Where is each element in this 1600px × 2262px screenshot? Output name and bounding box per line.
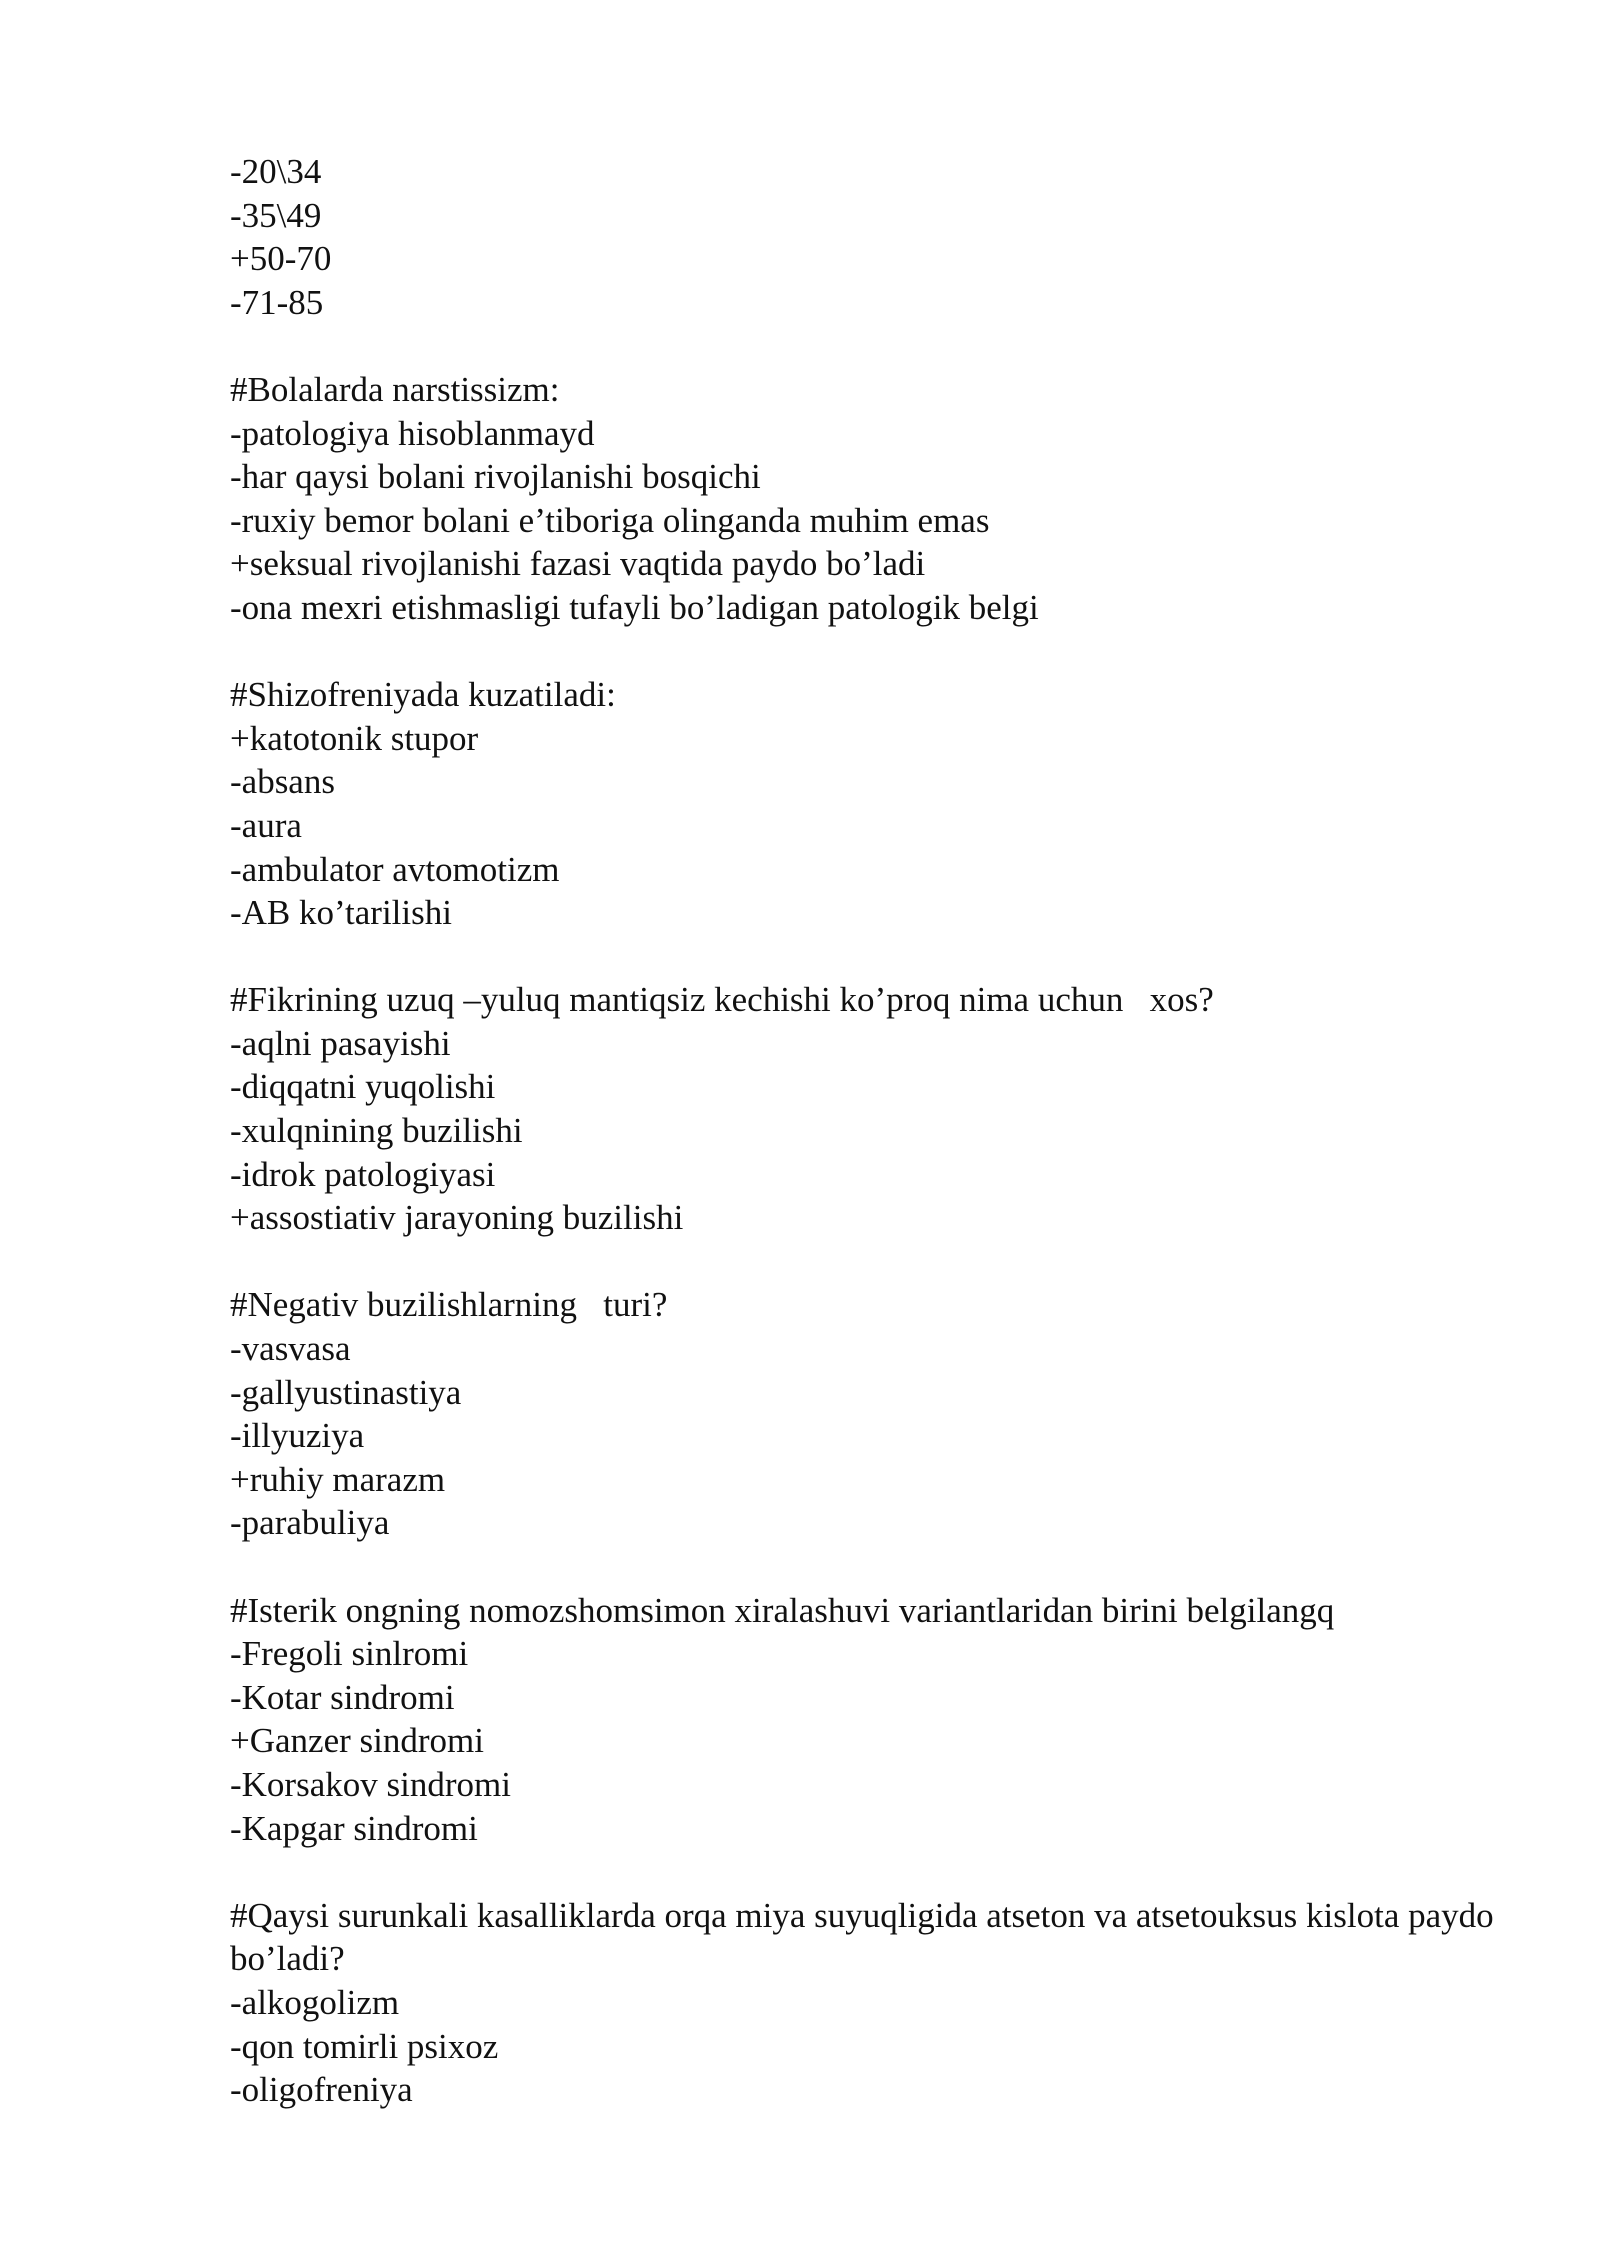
- question-text: #Shizofreniyada kuzatiladi:: [230, 675, 616, 715]
- answer-option: -illyuziya: [230, 1416, 365, 1456]
- answer-option: -71-85: [230, 282, 324, 322]
- document-page: [230, 150, 1530, 2155]
- answer-option: -Korsakov sindromi: [230, 1764, 511, 1804]
- answer-option: -diqqatni yuqolishi: [230, 1067, 496, 1107]
- answer-option: -oligofreniya: [230, 2070, 413, 2110]
- answer-option: -vasvasa: [230, 1329, 351, 1369]
- answer-option: -aura: [230, 805, 302, 845]
- answer-option-correct: +assostiativ jarayoning buzilishi: [230, 1198, 684, 1238]
- answer-option: -idrok patologiyasi: [230, 1154, 496, 1194]
- answer-option: -20\34: [230, 152, 322, 191]
- answer-option: -absans: [230, 762, 335, 802]
- answer-option-correct: +Ganzer sindromi: [230, 1721, 484, 1761]
- answer-option: -AB ko’tarilishi: [230, 893, 452, 933]
- question-block-thinking: [230, 978, 1530, 1240]
- answer-option: -qon tomirli psixoz: [230, 2026, 499, 2066]
- answer-option: -ruxiy bemor bolani e’tiboriga olinganda muhim emas: [230, 500, 990, 540]
- answer-option: -parabuliya: [230, 1503, 390, 1543]
- question-block-narcissism: [230, 368, 1530, 630]
- answer-option: -har qaysi bolani rivojlanishi bosqichi: [230, 457, 761, 497]
- question-text: #Negativ buzilishlarning turi?: [230, 1285, 668, 1325]
- answer-option-correct: +seksual rivojlanishi fazasi vaqtida paydo bo’ladi: [230, 544, 926, 584]
- answer-block-age-ranges: [230, 150, 1530, 324]
- answer-option: -xulqnining buzilishi: [230, 1111, 523, 1151]
- question-block-chronic-diseases: [230, 1894, 1530, 2112]
- question-text: #Qaysi surunkali kasalliklarda orqa miya suyuqligida atseton va atsetouksus kislota paydo bo’ladi?: [230, 1895, 1503, 1979]
- question-text: #Isterik ongning nomozshomsimon xiralashuvi variantlaridan birini belgilangq: [230, 1590, 1335, 1630]
- answer-option: -aqlni pasayishi: [230, 1023, 451, 1063]
- question-text: #Fikrining uzuq –yuluq mantiqsiz kechishi ko’proq nima uchun xos?: [230, 980, 1214, 1020]
- answer-option-correct: +katotonik stupor: [230, 718, 479, 758]
- question-block-negative-disorders: [230, 1283, 1530, 1545]
- question-block-hysteric: [230, 1589, 1530, 1851]
- answer-option: -ona mexri etishmasligi tufayli bo’ladigan patologik belgi: [230, 587, 1039, 627]
- question-block-schizophrenia: [230, 673, 1530, 935]
- answer-option: -Kotar sindromi: [230, 1677, 455, 1717]
- answer-option: -gallyustinastiya: [230, 1372, 462, 1412]
- answer-option: -Fregoli sinlromi: [230, 1634, 469, 1674]
- answer-option-correct: +ruhiy marazm: [230, 1459, 446, 1499]
- answer-option: -alkogolizm: [230, 1982, 400, 2022]
- answer-option: -35\49: [230, 195, 322, 235]
- answer-option: -Kapgar sindromi: [230, 1808, 478, 1848]
- answer-option: -patologiya hisoblanmayd: [230, 413, 595, 453]
- question-text: #Bolalarda narstissizm:: [230, 369, 560, 409]
- answer-option: -ambulator avtomotizm: [230, 849, 560, 889]
- answer-option-correct: +50-70: [230, 239, 332, 279]
